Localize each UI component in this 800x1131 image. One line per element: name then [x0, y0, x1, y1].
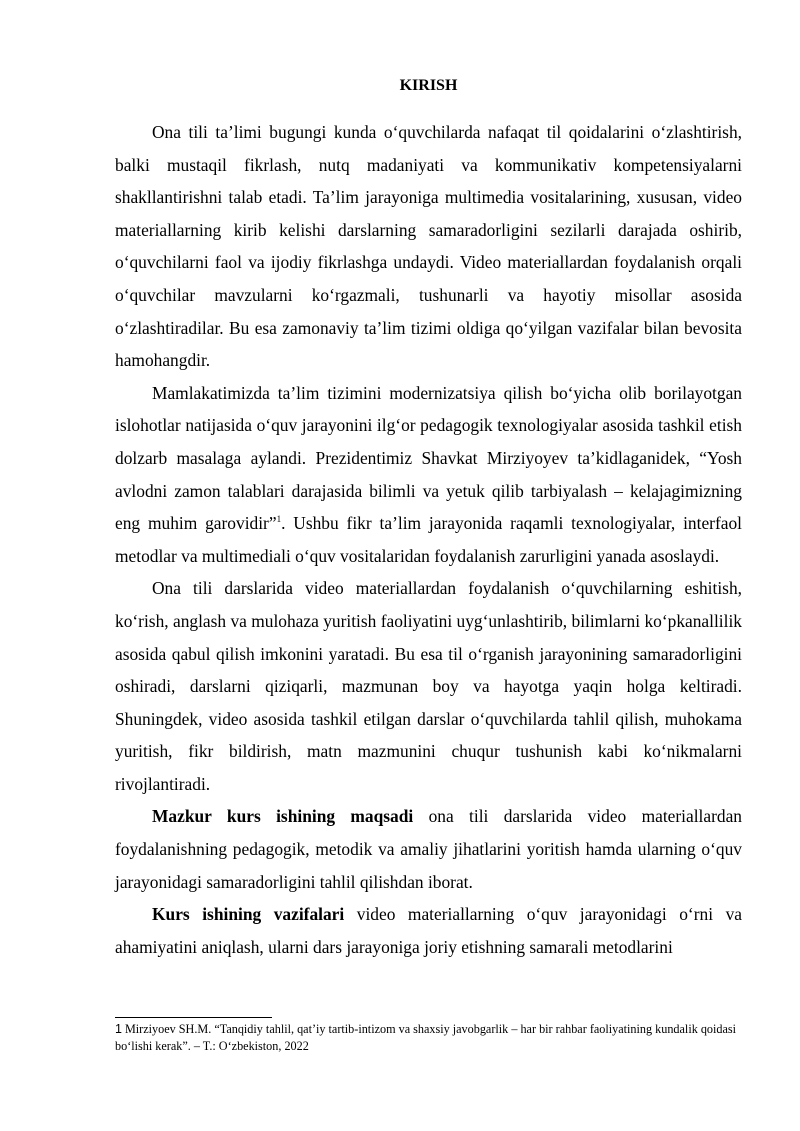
paragraph-5 [115, 898, 742, 963]
paragraph-4 [115, 800, 742, 898]
paragraph-4-text: ona tili darslarida video materiallardan foydalanishning pedagogik, metodik va amaliy jihatlarini yoritish hamda ularning o‘quv jarayonidagi samaradorligini tahlil qilishdan iborat. [115, 806, 742, 892]
footnote-separator [115, 1017, 272, 1018]
paragraph-1: Ona tili ta’limi bugungi kunda o‘quvchilarda nafaqat til qoidalarini o‘zlashtirish, balki mustaqil fikrlash, nutq madaniyati va kommunikativ kompetensiyalarni shakllantirishni talab etadi. Ta’lim jarayoniga multimedia vositalarining, xususan, video materiallarning kirib kelishi darslarning samaradorligini sezilarli darajada oshirib, o‘quvchilarni faol va ijodiy fikrlashga undaydi. Video materiallardan foydalanish orqali o‘quvchilar mavzularni ko‘rgazmali, tushunarli va hayotiy misollar asosida o‘zlashtiradilar. Bu esa zamonaviy ta’lim tizimi oldiga qo‘yilgan vazifalar bilan bevosita hamohangdir. [115, 122, 742, 371]
page-title: KIRISH [399, 77, 458, 94]
paragraph-2-text-start: Mamlakatimizda ta’lim tizimini modernizatsiya qilish bo‘yicha olib borilayotgan islohotlar natijasida o‘quv jarayonini ilg‘or pedagogik texnologiyalar asosida tashkil etish dolzarb masalaga aylandi. Prezidentimiz Shavkat Mirziyoyev ta’kidlaganidek, “Yosh avlodni zamon talablari darajasida bilimli va yetuk qilib tarbiyalash – kelajagimizning eng muhim garovidir” [115, 382, 742, 534]
paragraph-4-bold-lead: Mazkur kurs ishining maqsadi [152, 806, 414, 827]
paragraph-5-bold-lead: Kurs ishining vazifalari [152, 904, 345, 925]
footnote [115, 1021, 742, 1055]
footnote-number: 1 [115, 1022, 122, 1036]
paragraph-5-text: video materiallarning o‘quv jarayonidagi o‘rni va ahamiyatini aniqlash, ularni dars jarayoniga joriy etishning samarali metodlarini [115, 904, 742, 957]
body-text [115, 116, 742, 963]
footnote-reference[interactable]: 1 [276, 514, 282, 525]
footnote-text: Mirziyoev SH.M. “Tanqidiy tahlil, qat’iy tartib-intizom va shaxsiy javobgarlik – har bir rahbar faoliyatining kundalik qoidasi bo‘lishi kerak”. – T.: O‘zbekiston, 2022 [115, 1022, 737, 1053]
paragraph-2 [115, 377, 742, 573]
paragraph-3: Ona tili darslarida video materiallardan foydalanish o‘quvchilarning eshitish, ko‘rish, anglash va mulohaza yuritish faoliyatini uyg‘unlashtirib, bilimlarni ko‘pkanallilik asosida qabul qilish imkonini yaratadi. Bu esa til o‘rganish jarayonining samaradorligini oshiradi, darslarni qiziqarli, mazmunan boy va hayotga yaqin holga keltiradi. Shuningdek, video asosida tashkil etilgan darslar o‘quvchilarda tahlil qilish, muhokama yuritish, fikr bildirish, matn mazmunini chuqur tushunish kabi ko‘nikmalarni rivojlantiradi. [115, 578, 742, 794]
paragraph-2-text-end: . Ushbu fikr ta’lim jarayonida raqamli texnologiyalar, interfaol metodlar va multimediali o‘quv vositalaridan foydalanish zarurligini yanada asoslaydi. [115, 513, 742, 566]
